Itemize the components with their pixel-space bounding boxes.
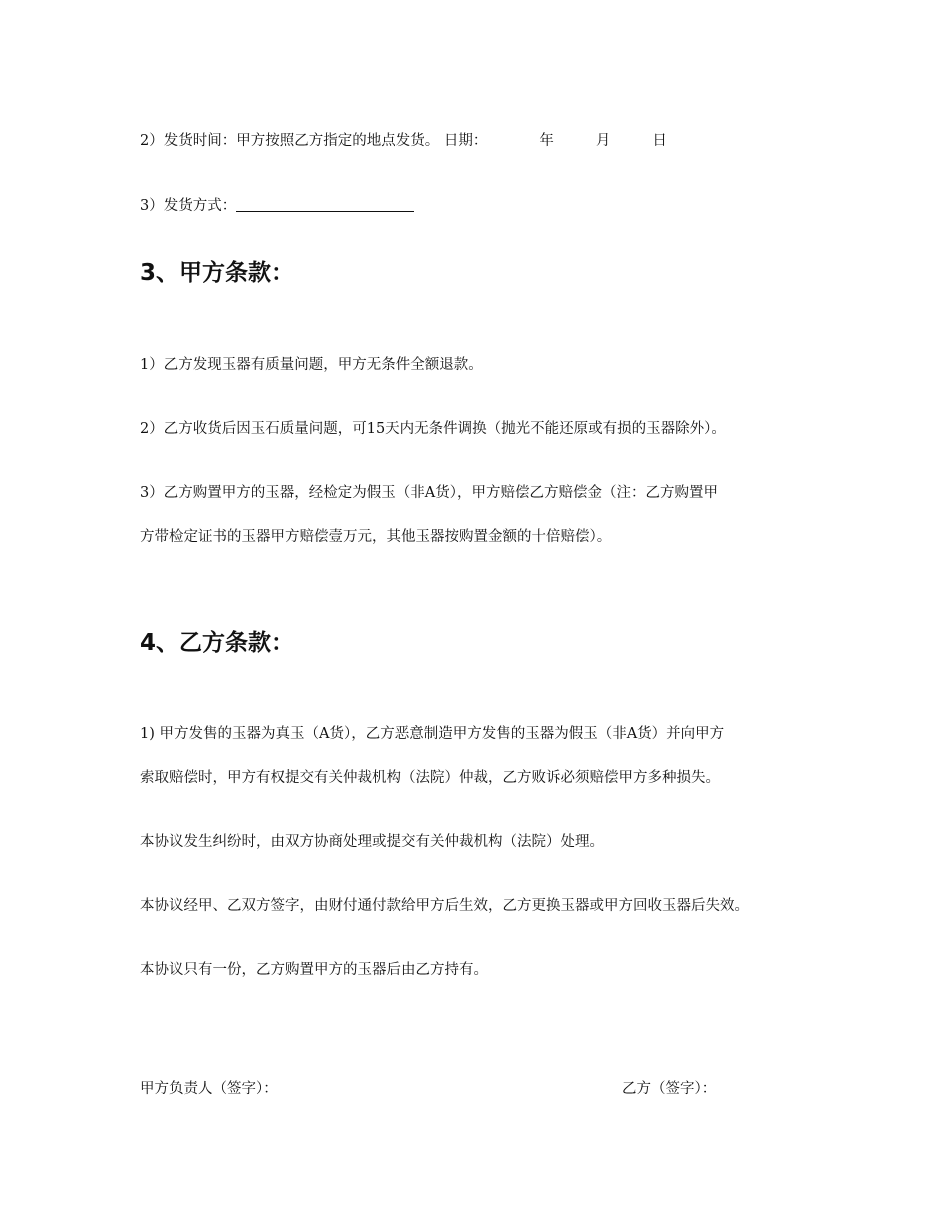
section3-item-3-cont: 方带检定证书的玉器甲方赔偿壹万元，其他玉器按购置金额的十倍赔偿）。 (140, 529, 612, 545)
section4-item-1: 1) 甲方发售的玉器为真玉（A货），乙方恶意制造甲方发售的玉器为假玉（非A货）并向甲方 (140, 726, 725, 742)
section3-item-3: 3）乙方购置甲方的玉器，经检定为假玉（非A货），甲方赔偿乙方赔偿金（注：乙方购置甲 (140, 485, 718, 501)
section3-heading: 3、甲方条款： (140, 260, 295, 286)
section4-item-1-cont: 索取赔偿时，甲方有权提交有关仲裁机构（法院）仲裁，乙方败诉必须赔偿甲方多种损失。 (140, 770, 720, 786)
date-day: 日 (652, 133, 667, 149)
copy-clause: 本协议只有一份，乙方购置甲方的玉器后由乙方持有。 (140, 962, 488, 978)
shipping-method-blank (236, 197, 414, 212)
shipping-time-line (140, 131, 667, 151)
shipping-time-text: 2）发货时间：甲方按照乙方指定的地点发货。 日期： (140, 133, 488, 149)
signature-party-a: 甲方负责人（签字）： (140, 1081, 278, 1097)
shipping-method-label: 3）发货方式： (140, 198, 237, 214)
date-year: 年 (539, 133, 554, 149)
date-month: 月 (595, 133, 611, 149)
effective-clause: 本协议经甲、乙双方签字，由财付通付款给甲方后生效，乙方更换玉器或甲方回收玉器后失效。 (140, 898, 749, 914)
signature-party-b: 乙方（签字）： (622, 1081, 717, 1097)
section3-item-1: 1）乙方发现玉器有质量问题，甲方无条件全额退款。 (140, 357, 483, 373)
section3-item-2: 2）乙方收货后因玉石质量问题，可15天内无条件调换（抛光不能还原或有损的玉器除外）。 (140, 421, 726, 437)
dispute-clause: 本协议发生纠纷时，由双方协商处理或提交有关仲裁机构（法院）处理。 (140, 834, 604, 850)
section4-heading: 4、乙方条款： (140, 630, 295, 656)
shipping-method-line (140, 196, 414, 216)
